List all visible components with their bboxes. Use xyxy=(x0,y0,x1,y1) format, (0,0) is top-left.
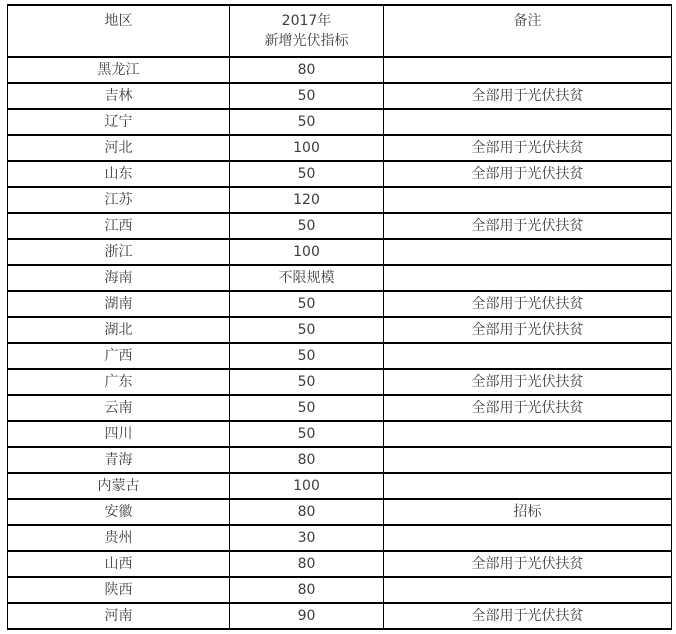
table-row xyxy=(8,369,672,395)
cell-note xyxy=(384,187,672,213)
cell-quota: 50 xyxy=(230,109,384,135)
cell-quota: 50 xyxy=(230,317,384,343)
table-row xyxy=(8,395,672,421)
cell-note: 全部用于光伏扶贫 xyxy=(384,369,672,395)
cell-quota: 80 xyxy=(230,447,384,473)
cell-region: 浙江 xyxy=(8,239,230,265)
column-header-note: 备注 xyxy=(384,5,672,57)
cell-quota: 30 xyxy=(230,525,384,551)
cell-quota: 80 xyxy=(230,551,384,577)
cell-region: 湖北 xyxy=(8,317,230,343)
cell-quota: 80 xyxy=(230,57,384,83)
cell-quota: 50 xyxy=(230,291,384,317)
cell-quota: 50 xyxy=(230,213,384,239)
cell-region: 河北 xyxy=(8,135,230,161)
cell-note: 全部用于光伏扶贫 xyxy=(384,83,672,109)
table-row xyxy=(8,421,672,447)
cell-quota: 100 xyxy=(230,135,384,161)
cell-region: 河南 xyxy=(8,603,230,629)
pv-quota-table xyxy=(7,4,672,630)
cell-region: 江西 xyxy=(8,213,230,239)
column-header-quota-line2: 新增光伏指标 xyxy=(264,33,349,49)
cell-region: 吉林 xyxy=(8,83,230,109)
cell-region: 四川 xyxy=(8,421,230,447)
table-row xyxy=(8,239,672,265)
cell-region: 山东 xyxy=(8,161,230,187)
table-row xyxy=(8,57,672,83)
header-row xyxy=(8,5,672,57)
table-row xyxy=(8,499,672,525)
table-row xyxy=(8,577,672,603)
cell-note xyxy=(384,577,672,603)
cell-quota: 120 xyxy=(230,187,384,213)
cell-note: 招标 xyxy=(384,499,672,525)
table-row xyxy=(8,291,672,317)
table-row xyxy=(8,525,672,551)
cell-quota: 80 xyxy=(230,577,384,603)
cell-region: 广西 xyxy=(8,343,230,369)
cell-quota: 50 xyxy=(230,395,384,421)
cell-region: 贵州 xyxy=(8,525,230,551)
cell-region: 内蒙古 xyxy=(8,473,230,499)
table-row xyxy=(8,551,672,577)
cell-quota: 100 xyxy=(230,473,384,499)
cell-region: 山西 xyxy=(8,551,230,577)
cell-quota: 50 xyxy=(230,83,384,109)
table-row xyxy=(8,317,672,343)
cell-quota: 50 xyxy=(230,369,384,395)
table-row xyxy=(8,447,672,473)
cell-note: 全部用于光伏扶贫 xyxy=(384,135,672,161)
cell-note: 全部用于光伏扶贫 xyxy=(384,213,672,239)
cell-region: 陕西 xyxy=(8,577,230,603)
cell-quota: 不限规模 xyxy=(230,265,384,291)
cell-note xyxy=(384,57,672,83)
cell-note: 全部用于光伏扶贫 xyxy=(384,395,672,421)
cell-region: 青海 xyxy=(8,447,230,473)
table-row xyxy=(8,161,672,187)
cell-region: 湖南 xyxy=(8,291,230,317)
cell-note xyxy=(384,109,672,135)
cell-note: 全部用于光伏扶贫 xyxy=(384,291,672,317)
cell-note xyxy=(384,473,672,499)
table-row xyxy=(8,83,672,109)
cell-quota: 50 xyxy=(230,343,384,369)
cell-note xyxy=(384,265,672,291)
cell-note xyxy=(384,239,672,265)
table-row xyxy=(8,135,672,161)
cell-region: 安徽 xyxy=(8,499,230,525)
table-row xyxy=(8,109,672,135)
cell-quota: 90 xyxy=(230,603,384,629)
cell-note: 全部用于光伏扶贫 xyxy=(384,603,672,629)
cell-note xyxy=(384,525,672,551)
cell-quota: 50 xyxy=(230,161,384,187)
table-row xyxy=(8,213,672,239)
cell-quota: 50 xyxy=(230,421,384,447)
column-header-quota-line1: 2017年 xyxy=(281,13,332,29)
table-row xyxy=(8,265,672,291)
table-row xyxy=(8,473,672,499)
table-row xyxy=(8,603,672,629)
cell-note xyxy=(384,447,672,473)
cell-note: 全部用于光伏扶贫 xyxy=(384,161,672,187)
cell-note: 全部用于光伏扶贫 xyxy=(384,551,672,577)
cell-region: 江苏 xyxy=(8,187,230,213)
table-header xyxy=(8,5,672,57)
table-row xyxy=(8,343,672,369)
cell-region: 黑龙江 xyxy=(8,57,230,83)
cell-region: 云南 xyxy=(8,395,230,421)
cell-quota: 80 xyxy=(230,499,384,525)
cell-region: 辽宁 xyxy=(8,109,230,135)
table-row xyxy=(8,187,672,213)
cell-note: 全部用于光伏扶贫 xyxy=(384,317,672,343)
cell-quota: 100 xyxy=(230,239,384,265)
column-header-quota xyxy=(230,5,384,57)
cell-note xyxy=(384,421,672,447)
cell-region: 广东 xyxy=(8,369,230,395)
column-header-region: 地区 xyxy=(8,5,230,57)
cell-note xyxy=(384,343,672,369)
table-body xyxy=(8,57,672,629)
cell-region: 海南 xyxy=(8,265,230,291)
